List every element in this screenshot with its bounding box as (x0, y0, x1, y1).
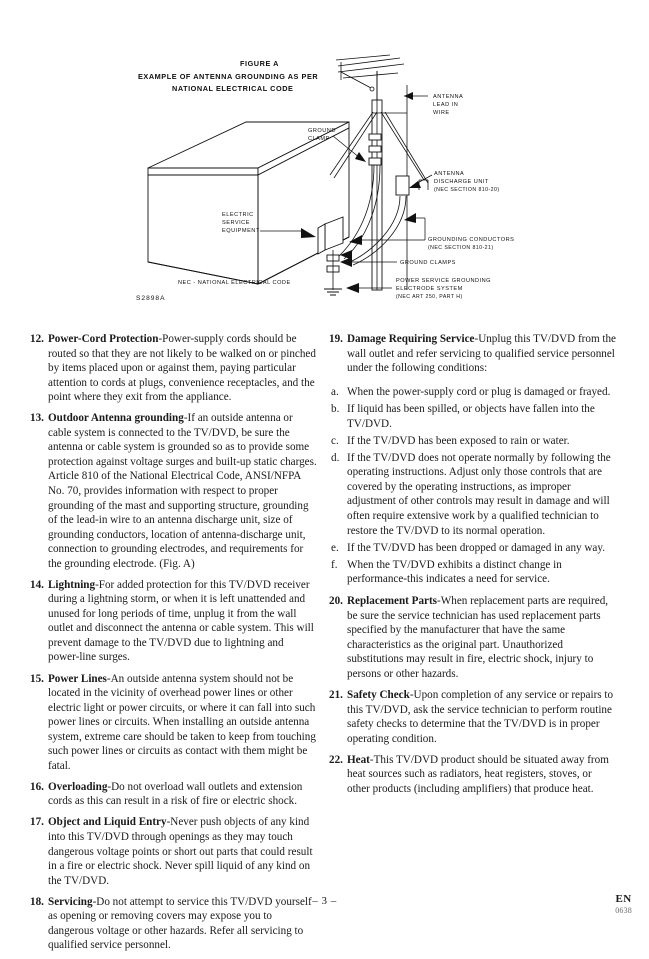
antenna-grounding-figure (0, 0, 649, 318)
svg-text:ELECTRODE SYSTEM: ELECTRODE SYSTEM (396, 286, 463, 292)
antenna-array (336, 55, 404, 80)
item-number: 18. (30, 895, 44, 908)
list-item (31, 578, 317, 665)
callout-antenna-discharge-unit (434, 171, 500, 193)
svg-text:ANTENNA: ANTENNA (433, 94, 464, 100)
list-item (330, 451, 616, 538)
item-number: 21. (329, 689, 343, 702)
language-code (615, 893, 632, 915)
item-body: -Never push objects of any kind into this TV/DVD through openings as they may touch dangerous voltage points or short out parts that could result in a fire or electric shock. Never spill liquid of any kind on the TV/DVD. (48, 816, 313, 887)
list-item (330, 594, 616, 681)
item-number: 12. (30, 333, 44, 345)
svg-text:ANTENNA: ANTENNA (434, 171, 465, 177)
callout-power-service-grounding (396, 278, 491, 300)
list-item (330, 541, 616, 556)
right-text-column (330, 332, 616, 803)
item-number: 20. (329, 595, 343, 608)
item-number: 14. (30, 578, 44, 591)
item-body: -Unplug this TV/DVD from the wall outlet and refer servicing to qualified service personnel under the following conditions: (347, 333, 616, 375)
list-item (31, 332, 317, 405)
svg-text:EQUIPMENT: EQUIPMENT (222, 228, 260, 234)
leader-antenna-discharge-unit (409, 175, 432, 188)
sub-item-letter: d. (331, 451, 340, 464)
callout-grounding-conductors (428, 237, 514, 251)
list-item (330, 753, 616, 797)
sub-item-letter: c. (331, 434, 339, 447)
sub-item-text: If the TV/DVD has been dropped or damaged in any way. (347, 541, 606, 554)
item-title: Object and Liquid Entry (48, 816, 167, 829)
list-item (330, 558, 616, 587)
svg-text:(NEC ART 250, PART H): (NEC ART 250, PART H) (396, 294, 463, 300)
list-item (330, 332, 616, 376)
svg-text:GROUND CLAMPS: GROUND CLAMPS (400, 260, 456, 266)
language-code-label: EN (615, 893, 632, 905)
sub-item-text: When the power-supply cord or plug is damaged or frayed. (347, 386, 611, 399)
item-title: Power Lines (48, 672, 107, 685)
svg-text:GROUND: GROUND (308, 128, 336, 134)
list-item (31, 672, 317, 774)
item-title: Replacement Parts (347, 595, 438, 608)
item-number: 13. (30, 412, 44, 425)
item-title: Overloading (48, 780, 108, 793)
callout-ground-clamps (400, 260, 456, 266)
sub-item-letter: b. (331, 403, 340, 416)
item-body: -Do not attempt to service this TV/DVD yourself as opening or removing covers may expose you to dangerous voltage or other hazards. Refer all servicing to qualified service personnel. (48, 895, 312, 952)
svg-text:(NEC SECTION 810-21): (NEC SECTION 810-21) (428, 245, 494, 251)
sub-item-letter: e. (331, 541, 339, 554)
list-item (31, 815, 317, 888)
svg-text:LEAD IN: LEAD IN (433, 102, 459, 108)
drawing-code-label: S2898A (136, 295, 166, 302)
svg-text:ELECTRIC: ELECTRIC (222, 212, 254, 218)
svg-text:(NEC SECTION 810-20): (NEC SECTION 810-20) (434, 187, 500, 193)
sub-item-text: If liquid has been spilled, or objects have fallen into the TV/DVD. (347, 403, 595, 430)
figure-title-line-3: NATIONAL ELECTRICAL CODE (172, 84, 294, 93)
house-structure (148, 122, 349, 284)
callout-antenna-lead-in (433, 94, 463, 116)
list-item (31, 411, 317, 571)
item-title: Power-Cord Protection (48, 333, 159, 345)
leader-ground-clamps (340, 250, 397, 267)
item-number: 17. (30, 816, 44, 829)
item-body: -For added protection for this TV/DVD receiver during a lightning storm, or when it is left unattended and unused for long periods of time, unplug it from the wall outlet and disconnect the antenna or cable system. This will prevent damage to the TV/DVD due to lightning and power-line surges. (48, 578, 314, 664)
list-item (330, 385, 616, 400)
item-body: -When replacement parts are required, be sure the service technician has used replacement parts specified by the manufacturer that have the same characteristics as the original part. Unauthorized substitutions may result in fire, electric shock, injury to persons or other hazards. (347, 595, 609, 680)
leader-antenna-lead-in (404, 92, 428, 100)
leader-grounding-conductors (349, 213, 425, 245)
item-body: -Upon completion of any service or repairs to this TV/DVD, ask the service technician to perform routine safety checks to determine that the TV/DVD is in proper operating condition. (347, 689, 614, 745)
document-code: 0638 (615, 906, 632, 915)
item-number: 22. (329, 753, 343, 766)
svg-text:SERVICE: SERVICE (222, 220, 250, 226)
list-item (31, 780, 317, 809)
figure-title-line-1: FIGURE A (240, 59, 279, 68)
svg-text:GROUNDING CONDUCTORS: GROUNDING CONDUCTORS (428, 237, 515, 243)
item-body: -Power-supply cords should be routed so that they are not likely to be walked on or pinched by items placed upon or against them, paying particular attention to cords at plugs, convenience receptacles, and the point where they exit from the appliance. (48, 333, 316, 404)
list-item (330, 402, 616, 431)
item-title: Safety Check (347, 689, 410, 702)
item-body: -This TV/DVD product should be situated away from heat sources such as radiators, heat registers, stoves, or other products (including amplifiers) that produce heat. (347, 753, 609, 795)
mast-ground-clamps (369, 134, 381, 165)
item-title: Lightning (48, 578, 96, 591)
base-ground-clamps (327, 250, 339, 290)
sub-item-text: When the TV/DVD exhibits a distinct change in performance-this indicates a need for service. (347, 558, 562, 586)
item-body: -An outside antenna system should not be located in the vicinity of overhead power lines or other electric light or power circuits, or where it can fall into such power lines or circuits. When installing an outside antenna system, extreme care should be taken to keep from touching such power lines or circuits as contact with them might be fatal. (48, 672, 316, 772)
list-item (330, 688, 616, 746)
sub-item-text: If the TV/DVD does not operate normally by following the operating instructions. Adjust only those controls that are covered by the operating instructions, as improper adjustment of other controls may result in damage and will often require extensive work by a qualified technician to restore the TV/DVD to its normal operation. (347, 451, 611, 537)
antenna-discharge-unit-box (396, 176, 409, 195)
item-number: 16. (30, 780, 44, 793)
list-item (330, 434, 616, 449)
item-title: Outdoor Antenna grounding (48, 412, 184, 425)
figure-title-line-2: EXAMPLE OF ANTENNA GROUNDING AS PER (138, 72, 319, 81)
item-number: 19. (329, 333, 343, 345)
svg-text:WIRE: WIRE (433, 110, 450, 116)
sub-item-letter: f. (331, 558, 338, 571)
svg-text:DISCHARGE UNIT: DISCHARGE UNIT (434, 179, 489, 185)
leader-power-service-grounding (346, 283, 392, 293)
item-title: Servicing (48, 895, 93, 908)
svg-text:POWER SERVICE GROUNDING: POWER SERVICE GROUNDING (396, 278, 492, 284)
sub-item-letter: a. (331, 386, 339, 399)
figure-drawing (0, 0, 649, 318)
sub-item-text: If the TV/DVD has been exposed to rain or water. (347, 434, 570, 447)
left-text-column (31, 332, 317, 959)
svg-text:CLAMP: CLAMP (308, 136, 330, 142)
page-footer (0, 895, 649, 933)
item-title: Heat (347, 753, 370, 766)
callout-nec-footnote: NEC - NATIONAL ELECTRICAL CODE (178, 280, 291, 286)
item-body: -If an outside antenna or cable system is connected to the TV/DVD, be sure the antenna or cable system is grounded so as to provide some protection against voltage surges and built-up static charges. Article 810 of the National Electrical Code, ANSI/NFPA No. 70, provides information with respect to proper grounding of the mast and supporting structure, grounding of the lead-in wire to an antenna discharge unit, size of grounding conductors, location of antenna-discharge unit, connection to grounding electrodes, and requirements for the grounding electrode. (Fig. A) (48, 412, 317, 570)
page-number: – 3 – (312, 895, 337, 907)
item-number: 15. (30, 672, 44, 685)
item-body: -Do not overload wall outlets and extension cords as this can result in a risk of fire or electric shock. (48, 780, 303, 808)
item-title: Damage Requiring Service (347, 333, 475, 345)
